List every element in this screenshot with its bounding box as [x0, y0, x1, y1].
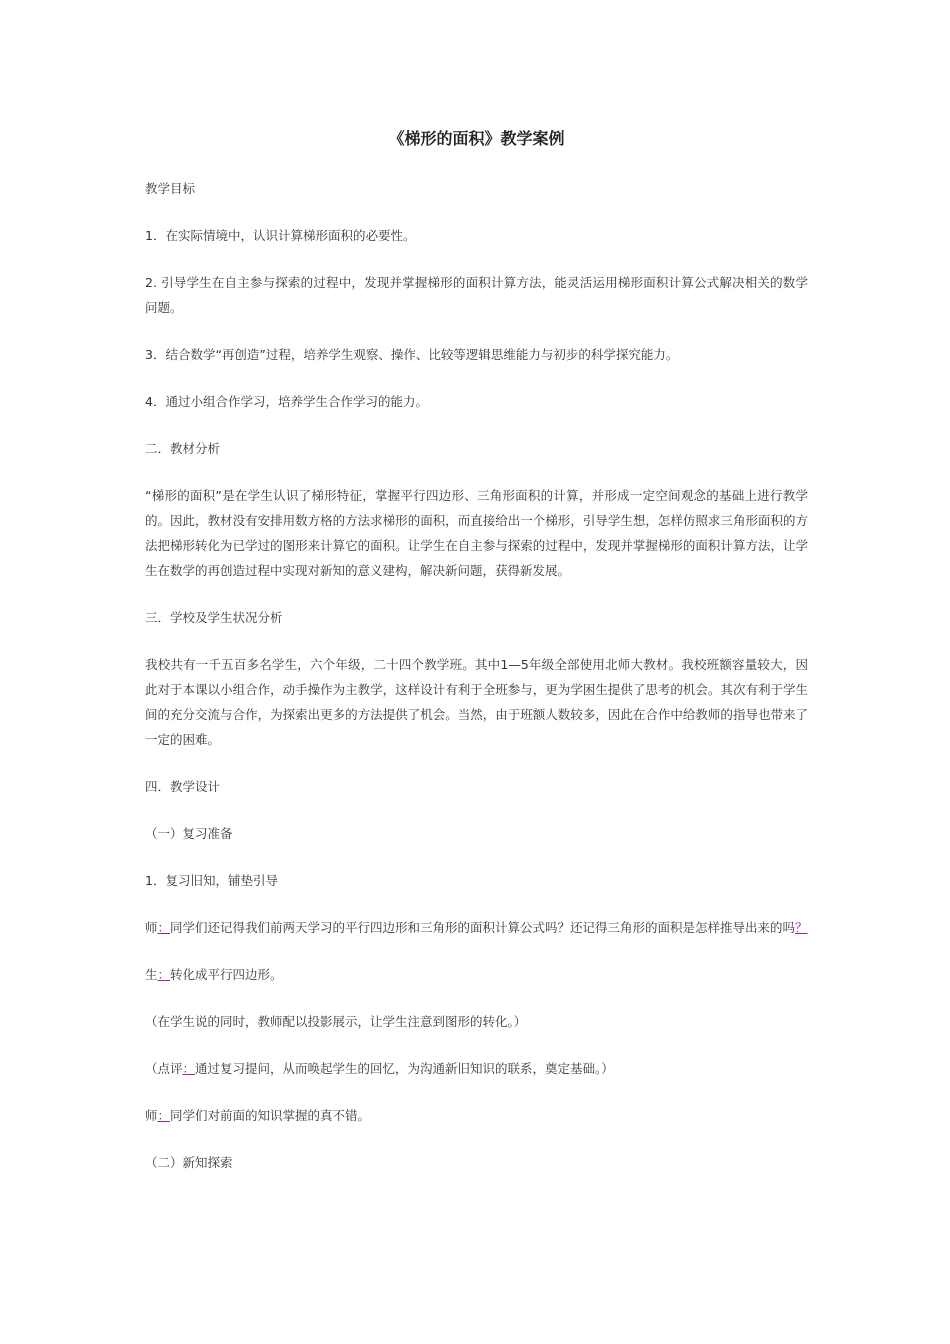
colon-mark: ： — [157, 1108, 171, 1123]
heading-teaching-goals: 教学目标 — [145, 181, 196, 196]
document-page — [145, 128, 808, 1197]
dialog-text: 同学们对前面的知识掌握的真不错。 — [170, 1108, 371, 1123]
dialog-teacher-praise — [145, 1103, 808, 1128]
goal-item: 3．结合数学“再创造”过程，培养学生观察、操作、比较等逻辑思维能力与初步的科学探究能力。 — [145, 347, 679, 362]
comment-note — [145, 1056, 808, 1081]
stage-note: （在学生说的同时，教师配以投影展示，让学生注意到图形的转化。） — [145, 1014, 527, 1029]
question-mark: ？ — [795, 920, 808, 935]
dialog-text: 转化成平行四边形。 — [170, 967, 283, 982]
speaker-student: 生 — [145, 967, 158, 982]
speaker-teacher: 师 — [145, 920, 158, 935]
goal-item: 4．通过小组合作学习，培养学生合作学习的能力。 — [145, 394, 428, 409]
heading-textbook-analysis: 二．教材分析 — [145, 441, 221, 456]
subheading-new-knowledge: （二）新知探索 — [145, 1155, 233, 1170]
review-step: 1．复习旧知，铺垫引导 — [145, 873, 278, 888]
comment-label: （点评 — [145, 1061, 183, 1076]
goal-item: 2. 引导学生在自主参与探索的过程中，发现并掌握梯形的面积计算方法，能灵活运用梯形面积计算公式解决相关的数学问题。 — [145, 275, 808, 315]
dialog-teacher-question — [145, 915, 808, 940]
dialog-student-answer — [145, 962, 808, 987]
heading-teaching-design: 四．教学设计 — [145, 779, 221, 794]
colon-mark: ： — [157, 920, 171, 935]
goal-item: 1．在实际情境中，认识计算梯形面积的必要性。 — [145, 228, 416, 243]
dialog-text: 同学们还记得我们前两天学习的平行四边形和三角形的面积计算公式吗？还记得三角形的面积是怎样推导出来的吗 — [170, 920, 796, 935]
colon-mark: ： — [157, 967, 171, 982]
comment-text: 通过复习提问，从而唤起学生的回忆，为沟通新旧知识的联系，奠定基础。） — [195, 1061, 614, 1076]
speaker-teacher: 师 — [145, 1108, 158, 1123]
heading-school-analysis: 三．学校及学生状况分析 — [145, 610, 283, 625]
textbook-analysis-paragraph: “梯形的面积”是在学生认识了梯形特征，掌握平行四边形、三角形面积的计算，并形成一定空间观念的基础上进行教学的。因此，教材没有安排用数方格的方法求梯形的面积，而直接给出一个梯形，引导学生想，怎样仿照求三角形面积的方法把梯形转化为已学过的图形来计算它的面积。让学生在自主参与探索的过程中，发现并掌握梯形的面积计算方法，让学生在数学的再创造过程中实现对新知的意义建构，解决新问题，获得新发展。 — [145, 488, 808, 578]
school-analysis-paragraph: 我校共有一千五百多名学生，六个年级，二十四个教学班。其中1—5年级全部使用北师大教材。我校班额容量较大，因此对于本课以小组合作，动手操作为主教学，这样设计有利于全班参与，更为学困生提供了思考的机会。其次有利于学生间的充分交流与合作，为探索出更多的方法提供了机会。当然，由于班额人数较多，因此在合作中给教师的指导也带来了一定的困难。 — [145, 657, 808, 747]
colon-mark: ： — [182, 1061, 196, 1076]
document-title: 《梯形的面积》教学案例 — [388, 129, 565, 148]
subheading-review: （一）复习准备 — [145, 826, 233, 841]
